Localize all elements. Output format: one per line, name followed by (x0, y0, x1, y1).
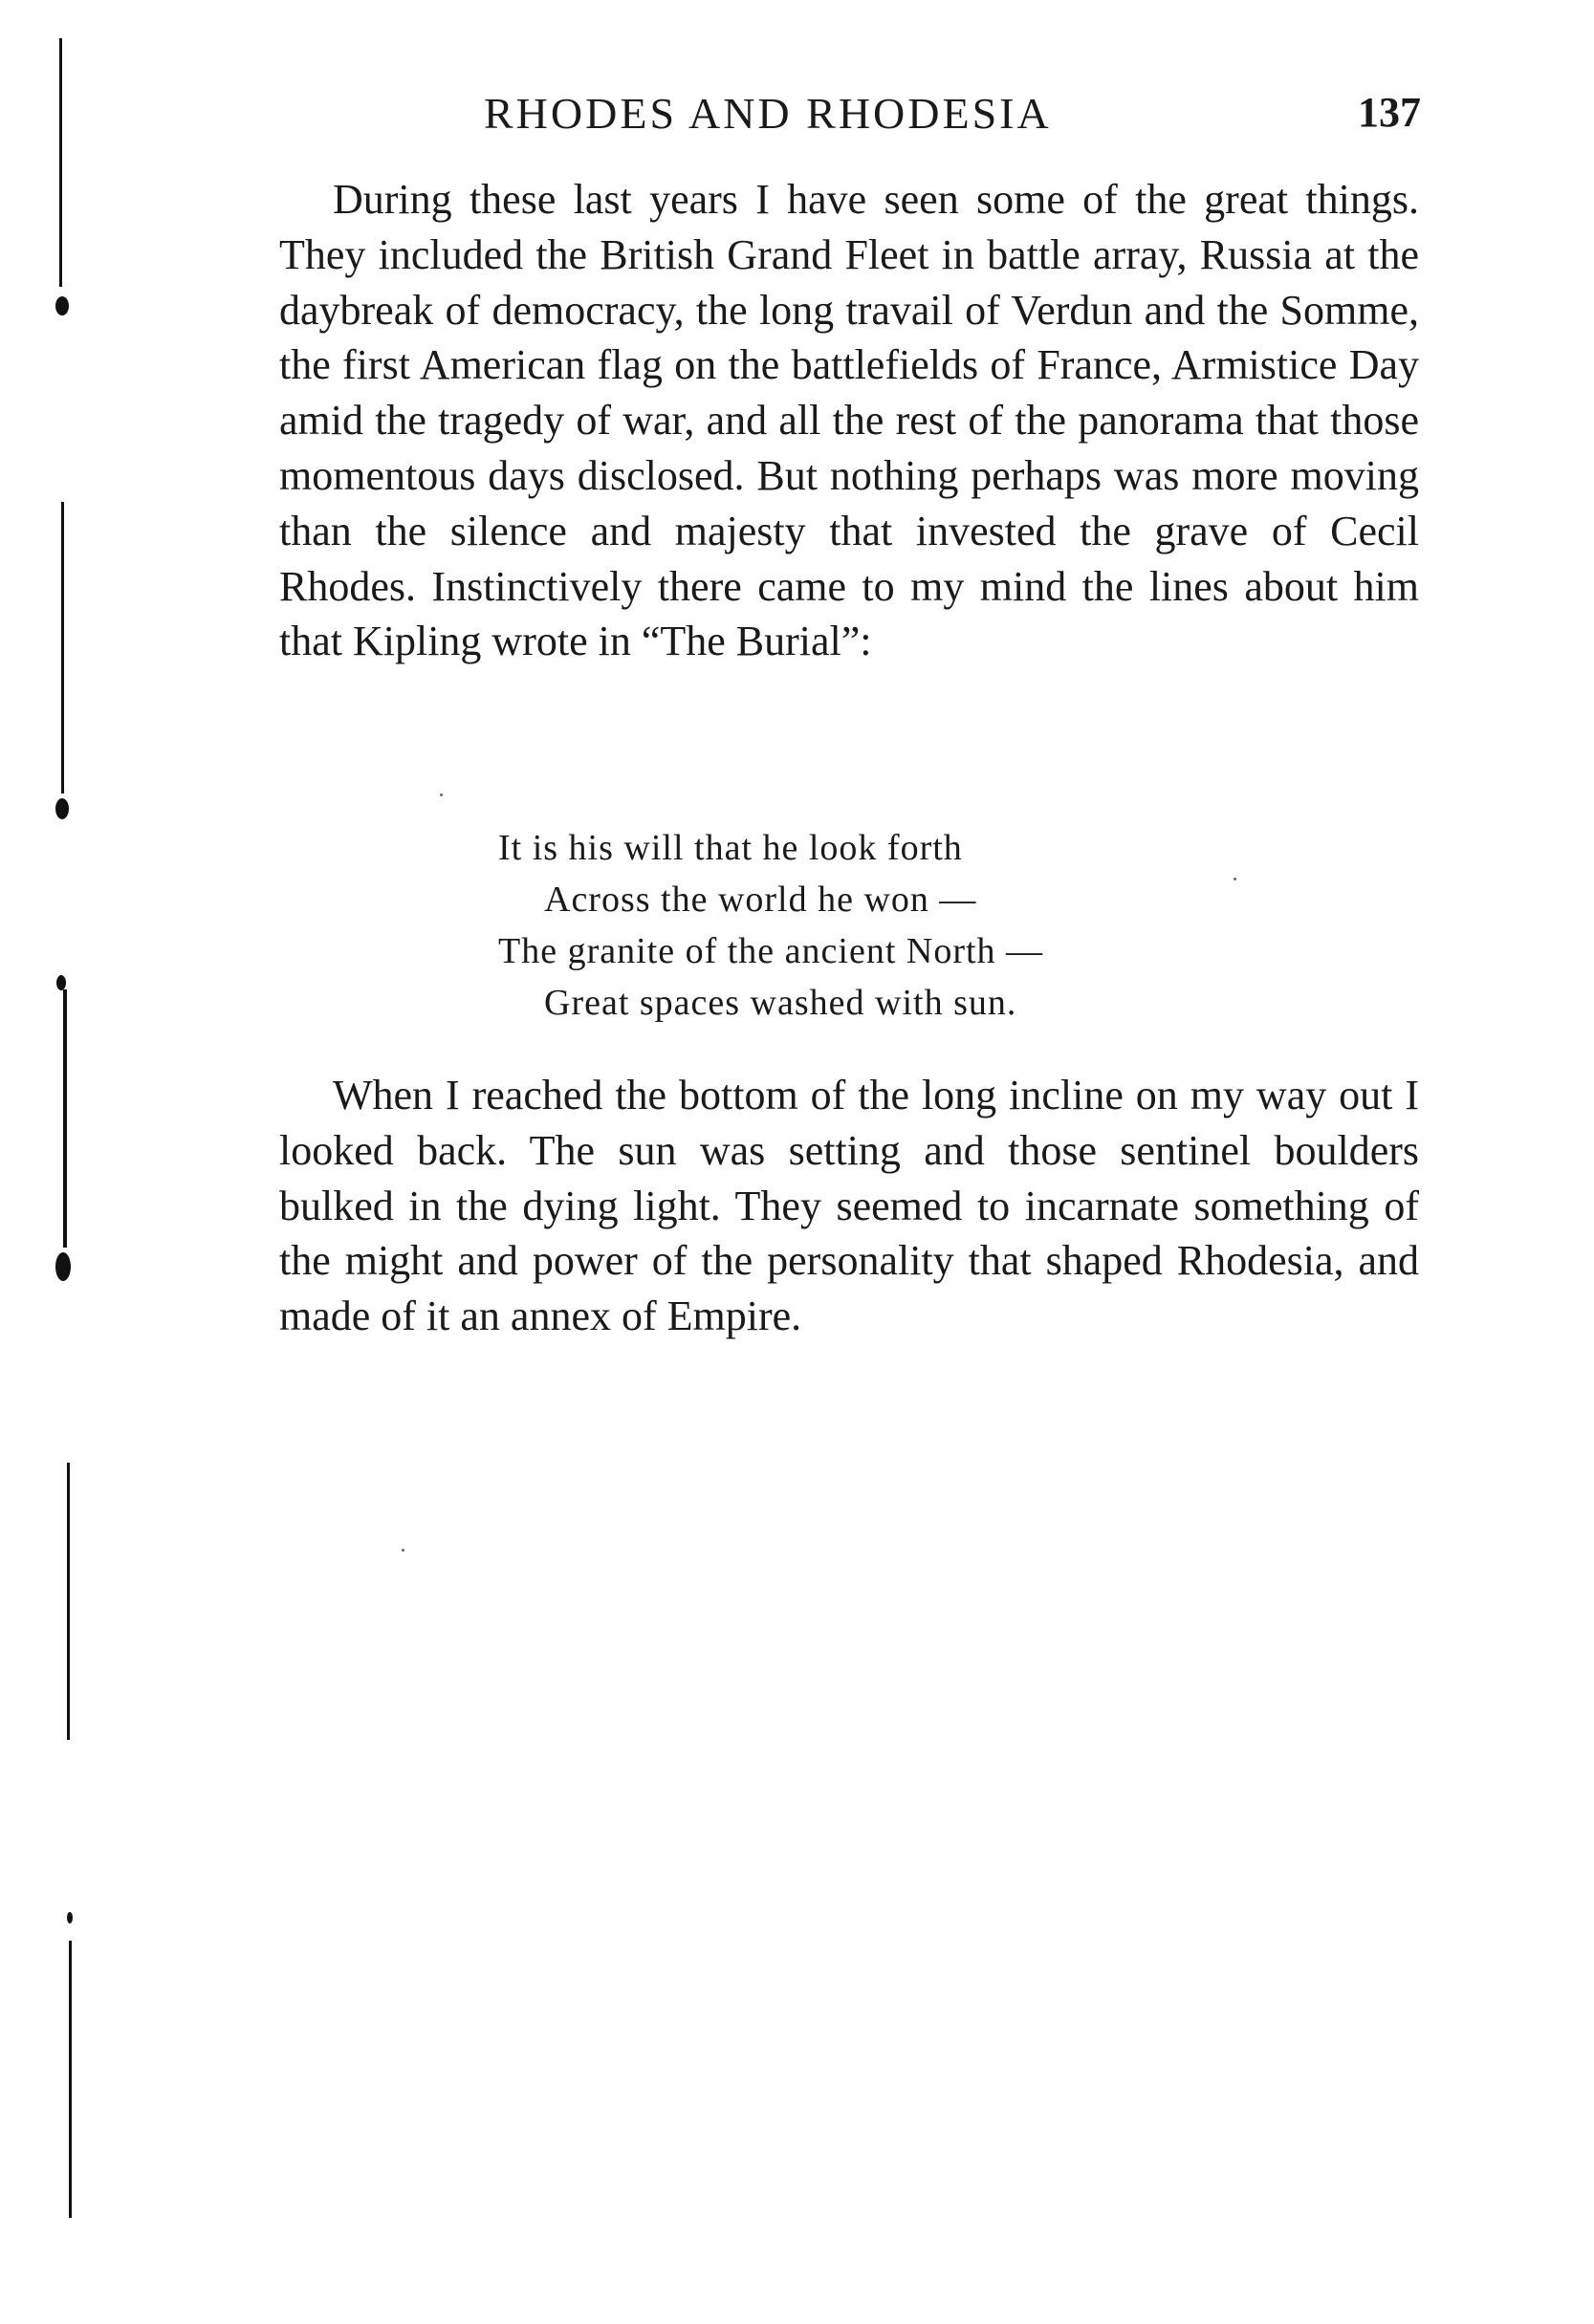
running-head (283, 88, 1421, 145)
binding-edge-blot (56, 975, 66, 990)
poem-line: Across the world he won — (544, 880, 977, 920)
binding-edge-blot (55, 296, 69, 315)
paper-speck (440, 793, 443, 796)
binding-edge-mark (59, 38, 62, 287)
paper-speck (1234, 878, 1236, 880)
binding-edge-mark (63, 989, 67, 1248)
binding-edge-blot (55, 1252, 71, 1281)
binding-edge-blot (67, 1912, 73, 1923)
poem-line: The granite of the ancient North — (498, 931, 1044, 971)
page-number: 137 (1358, 89, 1421, 136)
binding-edge-blot (55, 798, 69, 819)
poem-line: Great spaces washed with sun. (544, 983, 1017, 1023)
binding-edge-mark (67, 1463, 70, 1740)
running-title: RHODES AND RHODESIA (484, 89, 1052, 138)
paragraph: When I reached the bottom of the long incline on my way out I looked back. The sun was setting and those sentinel boulders bulked in the dying light. They seemed to incarnate something of the might and power of the personality that shaped Rhodesia, and made of it an annex of Empire. (279, 1072, 1419, 1340)
binding-edge-mark (69, 1941, 72, 2218)
paper-speck (402, 1549, 404, 1552)
binding-edge-mark (61, 502, 64, 793)
poem-quotation (498, 822, 1043, 1029)
poem-line: It is his will that he look forth (498, 828, 963, 868)
paragraph: During these last years I have seen some of the great things. They included the British Grand Fleet in battle array, Russia at the daybreak of democracy, the long travail of Verdun and the Somme, the first American flag on the battlefields of France, Armistice Day amid the tragedy of war, and all the rest of the panorama that those momentous days disclosed. But nothing perhaps was more moving than the silence and majesty that invested the grave of Cecil Rhodes. Instinctively there came to my mind the lines about him that Kipling wrote in “The Burial”: (279, 176, 1419, 665)
